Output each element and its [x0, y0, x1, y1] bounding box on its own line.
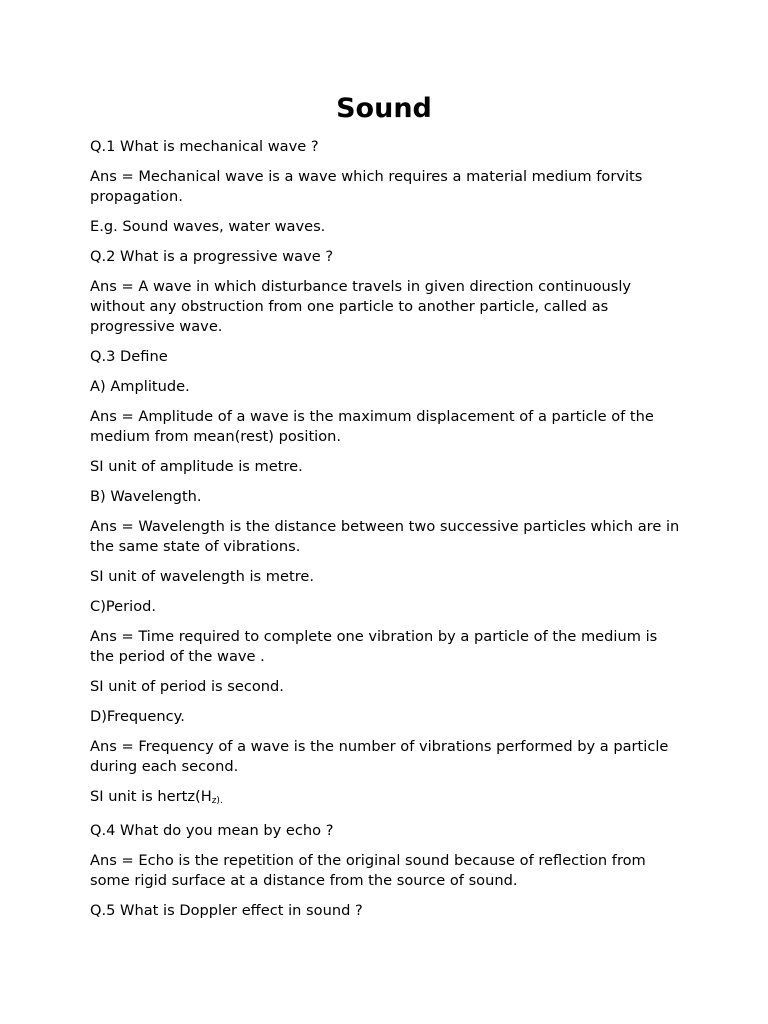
answer-1: Ans = Mechanical wave is a wave which requires a material medium forvits propagation. — [90, 168, 643, 205]
si-unit-frequency-subscript: z). — [211, 796, 223, 806]
si-unit-amplitude: SI unit of amplitude is metre. — [90, 458, 303, 475]
answer-wavelength: Ans = Wavelength is the distance between two successive particles which are in the same state of vibrations. — [90, 518, 680, 555]
subheading-frequency: D)Frequency. — [90, 708, 185, 725]
answer-4: Ans = Echo is the repetition of the original sound because of reflection from some rigid surface at a distance from the source of sound. — [90, 852, 646, 889]
subheading-wavelength: B) Wavelength. — [90, 488, 202, 505]
document-body — [90, 137, 682, 931]
question-4: Q.4 What do you mean by echo ? — [90, 822, 334, 839]
answer-period: Ans = Time required to complete one vibration by a particle of the medium is the period of the wave . — [90, 628, 658, 665]
answer-frequency: Ans = Frequency of a wave is the number of vibrations performed by a particle during each second. — [90, 738, 669, 775]
answer-2: Ans = A wave in which disturbance travels in given direction continuously without any obstruction from one particle to another particle, called as progressive wave. — [90, 278, 632, 335]
si-unit-wavelength: SI unit of wavelength is metre. — [90, 568, 314, 585]
subheading-period: C)Period. — [90, 598, 157, 615]
example-1: E.g. Sound waves, water waves. — [90, 218, 326, 235]
question-3: Q.3 Define — [90, 348, 168, 365]
question-5: Q.5 What is Doppler effect in sound ? — [90, 902, 363, 919]
si-unit-period: SI unit of period is second. — [90, 678, 284, 695]
answer-amplitude: Ans = Amplitude of a wave is the maximum displacement of a particle of the medium from mean(rest) position. — [90, 408, 654, 445]
question-2: Q.2 What is a progressive wave ? — [90, 248, 334, 265]
si-unit-frequency — [90, 787, 682, 811]
si-unit-frequency-text: SI unit is hertz(H — [90, 788, 212, 805]
question-1: Q.1 What is mechanical wave ? — [90, 138, 319, 155]
subheading-amplitude: A) Amplitude. — [90, 378, 190, 395]
page-title: Sound — [336, 93, 432, 124]
